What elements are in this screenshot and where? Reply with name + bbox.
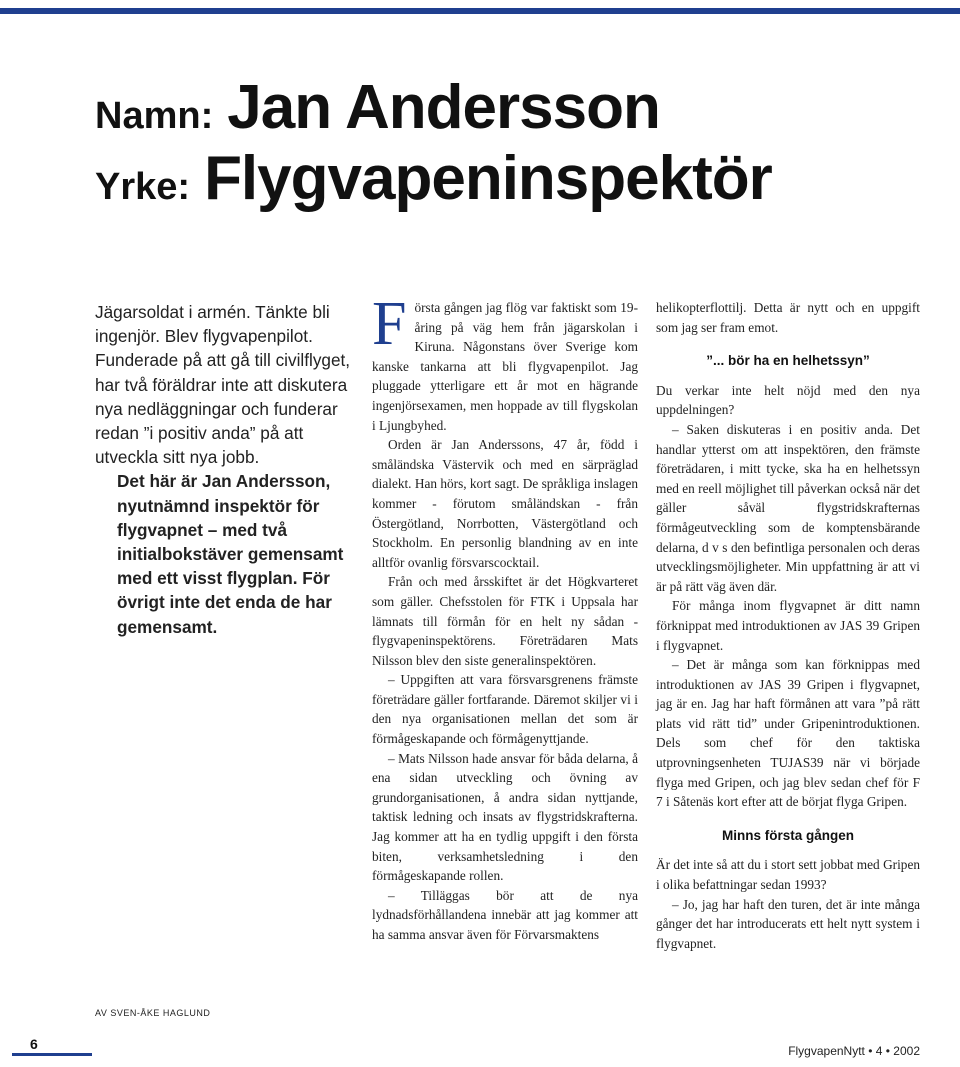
name-label: Namn: xyxy=(95,95,214,137)
byline: AV SVEN-ÅKE HAGLUND xyxy=(95,1008,211,1018)
subheading: ”... bör ha en helhetssyn” xyxy=(706,353,870,369)
paragraph: – Tilläggas bör att de nya lydnadsförhållandena innebär att jag kommer att ha samma ansvar även för Förvarsmaktens xyxy=(372,887,638,942)
question: Är det inte så att du i stort sett jobbat med Gripen i olika befattningar sedan 1993? xyxy=(656,857,920,893)
paragraph: – Uppgiften att vara försvarsgrenens främste företrädare gäller fortfarande. Däremot skiljer vi i den nya organisationen mellan det som är förmågeskapande och förmågenyttjande. xyxy=(372,672,638,747)
paragraph: – Saken diskuteras i en positiv anda. Det handlar ytterst om att inspektören, den främste företrädaren, i mitt tycke, ska ha en helhetssyn med en reell möjlighet till påverkan också när det gäller såväl flygstridskrafternas förmågeutveckling som de komptensbärande delarna, d v s den befintliga personalen och deras utvecklingsmöjligheter. Min uppfattning är att vi är på rätt väg även där. xyxy=(656,421,920,594)
article-header xyxy=(95,72,772,214)
job-value: Flygvapeninspektör xyxy=(204,144,772,213)
body-column-2 xyxy=(372,290,638,945)
drop-cap: F xyxy=(372,290,407,358)
paragraph: – Mats Nilsson hade ansvar för båda delarna, å ena sidan utveckling och övning av grundorganisationen, å andra sidan nyttjande, taktisk ledning och insats av flygstridskrafterna. Jag kommer att ha en tydlig uppgift i den första biten, verksamhetsledning i den förmågeskapande rollen. xyxy=(372,750,638,884)
body-column-3 xyxy=(656,298,920,953)
job-label: Yrke: xyxy=(95,166,191,208)
name-line xyxy=(95,72,772,143)
top-rule xyxy=(0,8,960,14)
lead-column xyxy=(95,300,357,639)
lead-intro: Jägarsoldat i armén. Tänkte bli ingenjör. Blev flygvapenpilot. Funderade på att gå till civilflyget, har två föräldrar inte att diskutera nya nedläggningar och funderar redan ”i positiv anda” på att utveckla sitt nya jobb. xyxy=(95,302,351,468)
name-value: Jan Andersson xyxy=(227,73,660,142)
subheading: Minns första gången xyxy=(721,827,854,843)
page-number: 6 xyxy=(30,1036,38,1052)
publication-footer: FlygvapenNytt • 4 • 2002 xyxy=(788,1044,920,1058)
paragraph: – Det är många som kan förknippas med introduktionen av JAS 39 Gripen i flygvapnet, jag är en. Jag har haft förmånen att vara ”på rätt plats vid rätt tid” under Gripenintroduktionen. Dels som chef för den taktiska utprovningsenheten TUJAS39 när vi började flyga med Gripen, och jag blev sedan chef för F 7 i Såtenäs kort efter att de börjat flyga Gripen. xyxy=(656,657,920,810)
paragraph: Första gången jag flög var faktiskt som 19-åring på väg hem från jägarskolan i Kiruna. Någonstans över Sverige kom kanske tankarna att bli flygvapenpilot. Jag pluggade ytterligare ett år mot en hägrande ingenjörsexamen, men hoppade av till flygskolan i Ljungbyhed. xyxy=(372,290,638,433)
question: Du verkar inte helt nöjd med den nya uppdelningen? xyxy=(656,382,920,418)
paragraph: – Jo, jag har haft den turen, det är inte många gånger det har introducerats ett helt nytt system i flygvapnet. xyxy=(656,896,920,951)
paragraph: Från och med årsskiftet är det Högkvarteret som gäller. Chefsstolen för FTK i Uppsala har lämnats till förmån för en helt ny sådan - flygvapeninspektörens. Företrädaren Mats Nilsson blev den siste generalinspektören. xyxy=(372,574,638,668)
question: För många inom flygvapnet är ditt namn förknippat med introduktionen av JAS 39 Gripen i flygvapnet. xyxy=(656,598,920,653)
paragraph: Orden är Jan Anderssons, 47 år, född i småländska Västervik och med en särpräglad dialekt. Han hörs, kort sagt. De språkliga inslagen kommer - förutom småländskan - från Östergötland, Norrbotten, Västergötland och Stockholm. En personlig blandning av en inte alltför ovanlig försvarscocktail. xyxy=(372,437,638,570)
footer-rule xyxy=(12,1053,92,1056)
paragraph: helikopterflottilj. Detta är nytt och en uppgift som jag ser fram emot. xyxy=(656,300,920,335)
job-line xyxy=(95,143,772,214)
lead-bold: Det här är Jan Andersson, nyutnämnd inspektör för flygvapnet – med två initialbokstäver gemensamt med ett visst flygplan. För övrigt inte det enda de har gemensamt. xyxy=(117,471,344,637)
